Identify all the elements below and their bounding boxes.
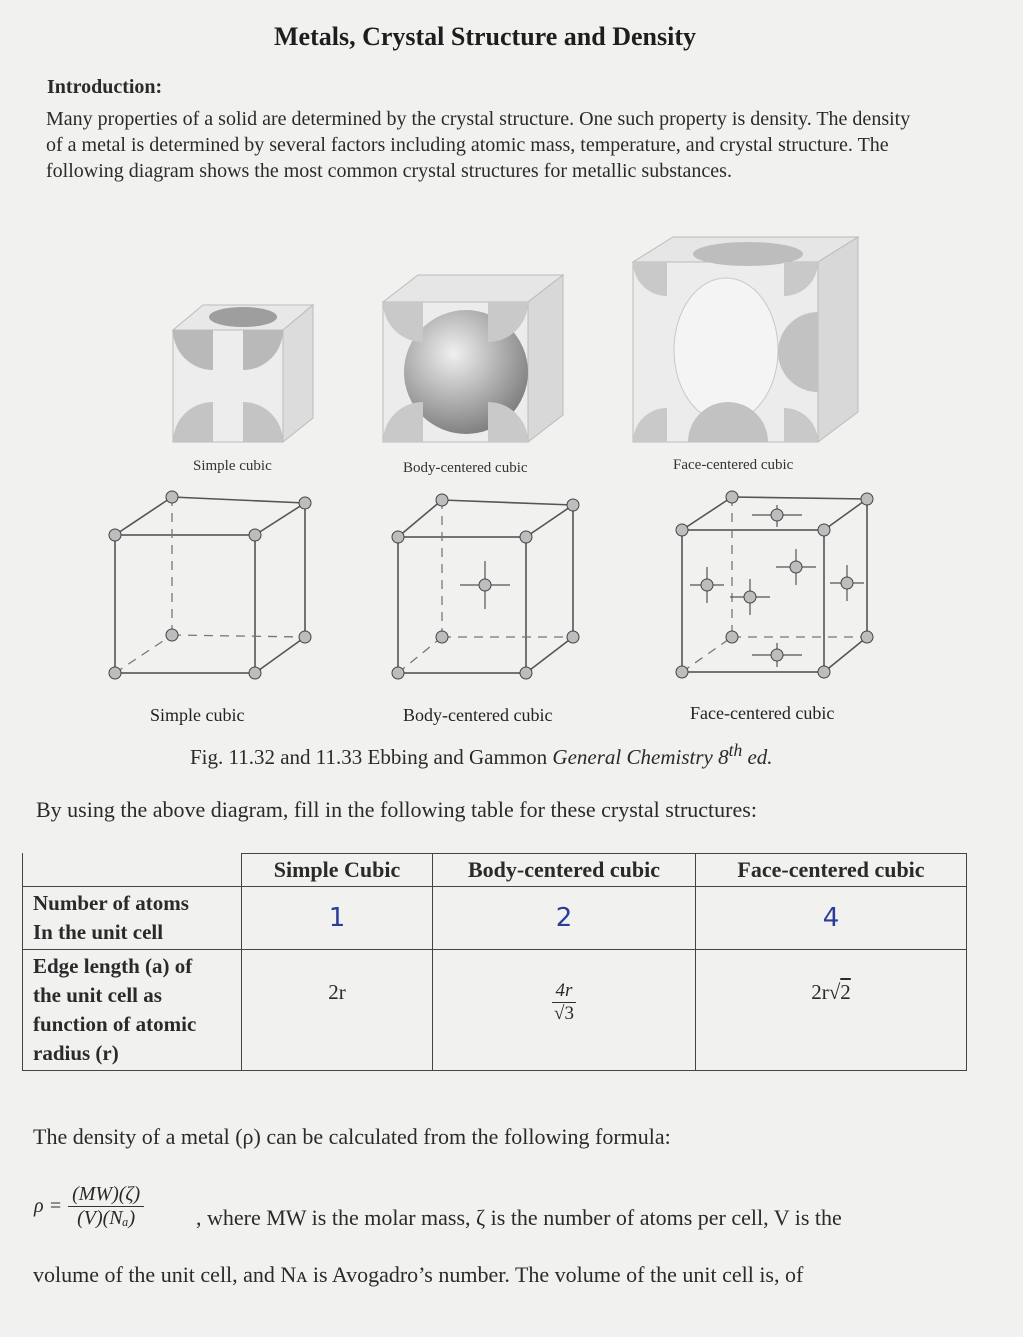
face-centered-cubic-space-model bbox=[628, 232, 863, 447]
row-label-edge-line3: function of atomic bbox=[33, 1012, 197, 1036]
caption-bottom-body-centered-cubic: Body-centered cubic bbox=[403, 705, 553, 725]
table-instructions: By using the above diagram, fill in the following table for these crystal structures: bbox=[36, 797, 757, 822]
face-centered-cubic-lattice-diagram bbox=[672, 485, 882, 680]
formula-lhs: ρ = bbox=[34, 1195, 63, 1217]
header-face-centered-cubic: Face-centered cubic bbox=[696, 854, 967, 887]
simple-cubic-space-model bbox=[168, 300, 318, 450]
edge-body-centered bbox=[433, 950, 696, 1071]
formula-fraction bbox=[68, 1183, 144, 1230]
row-label-atoms-line1: Number of atoms bbox=[33, 891, 189, 915]
intro-paragraph: Many properties of a solid are determined by the crystal structure. One such property is density. The density of a metal is determined by several factors including atomic mass, temperature, and crystal structure. The following diagram shows the most common crystal structures for metallic substances. bbox=[46, 108, 911, 182]
citation-edition: 8 bbox=[718, 745, 729, 769]
row-label-edge-line2: the unit cell as bbox=[33, 983, 162, 1007]
edge-fcc-radicand: 2 bbox=[840, 980, 851, 1004]
formula-denominator: (V)(Nₐ) bbox=[77, 1207, 136, 1229]
page-title: Metals, Crystal Structure and Density bbox=[274, 22, 696, 51]
formula-description: , where MW is the molar mass, ζ is the number of atoms per cell, V is the bbox=[196, 1205, 842, 1230]
citation-book-title: General Chemistry bbox=[552, 745, 713, 769]
caption-top-simple-cubic: Simple cubic bbox=[193, 458, 272, 474]
body-centered-cubic-space-model bbox=[378, 270, 568, 450]
row-label-edge-line4: radius (r) bbox=[33, 1041, 119, 1065]
citation-suffix: ed. bbox=[742, 745, 773, 769]
answer-atoms-simple-cubic[interactable]: 1 bbox=[242, 887, 433, 950]
edge-bcc-numerator: 4r bbox=[552, 980, 577, 1003]
row-label-edge-line1: Edge length (a) of bbox=[33, 954, 193, 978]
table-row-edge-length bbox=[23, 950, 967, 1071]
intro-heading: Introduction: bbox=[47, 76, 163, 98]
formula-numerator: (MW)(ζ) bbox=[68, 1183, 144, 1207]
edge-bcc-radicand: 3 bbox=[564, 1003, 574, 1024]
edge-fcc-coefficient: 2r bbox=[811, 980, 829, 1004]
formula-continuation: volume of the unit cell, and Nᴀ is Avogadro’s number. The volume of the unit cell is, of bbox=[33, 1262, 804, 1287]
caption-top-face-centered-cubic: Face-centered cubic bbox=[673, 457, 794, 473]
row-label-edge-length bbox=[23, 950, 242, 1071]
caption-bottom-face-centered-cubic: Face-centered cubic bbox=[690, 703, 835, 723]
edge-face-centered: 2r√2 bbox=[696, 950, 967, 1071]
caption-top-body-centered-cubic: Body-centered cubic bbox=[403, 460, 528, 476]
edge-bcc-denominator: √3 bbox=[554, 1003, 574, 1024]
answer-atoms-face-centered[interactable]: 4 bbox=[696, 887, 967, 950]
density-formula bbox=[34, 1183, 144, 1230]
row-label-atoms-line2: In the unit cell bbox=[33, 920, 164, 944]
answer-atoms-body-centered[interactable]: 2 bbox=[433, 887, 696, 950]
crystal-structure-table bbox=[22, 853, 967, 1071]
table-header-row bbox=[23, 854, 967, 887]
header-simple-cubic: Simple Cubic bbox=[242, 854, 433, 887]
citation-prefix: Fig. 11.32 and 11.33 Ebbing and Gammon bbox=[190, 745, 553, 769]
edge-simple-cubic: 2r bbox=[242, 950, 433, 1071]
table-row-atoms bbox=[23, 887, 967, 950]
header-body-centered-cubic: Body-centered cubic bbox=[433, 854, 696, 887]
row-label-atoms bbox=[23, 887, 242, 950]
body-centered-cubic-lattice-diagram bbox=[390, 485, 585, 680]
citation-edition-suffix: th bbox=[728, 740, 743, 760]
table-header-blank bbox=[23, 854, 242, 887]
caption-bottom-simple-cubic: Simple cubic bbox=[150, 705, 245, 725]
figure-source-citation bbox=[190, 740, 773, 770]
density-intro: The density of a metal (ρ) can be calculated from the following formula: bbox=[33, 1124, 671, 1149]
simple-cubic-lattice-diagram bbox=[100, 485, 315, 680]
